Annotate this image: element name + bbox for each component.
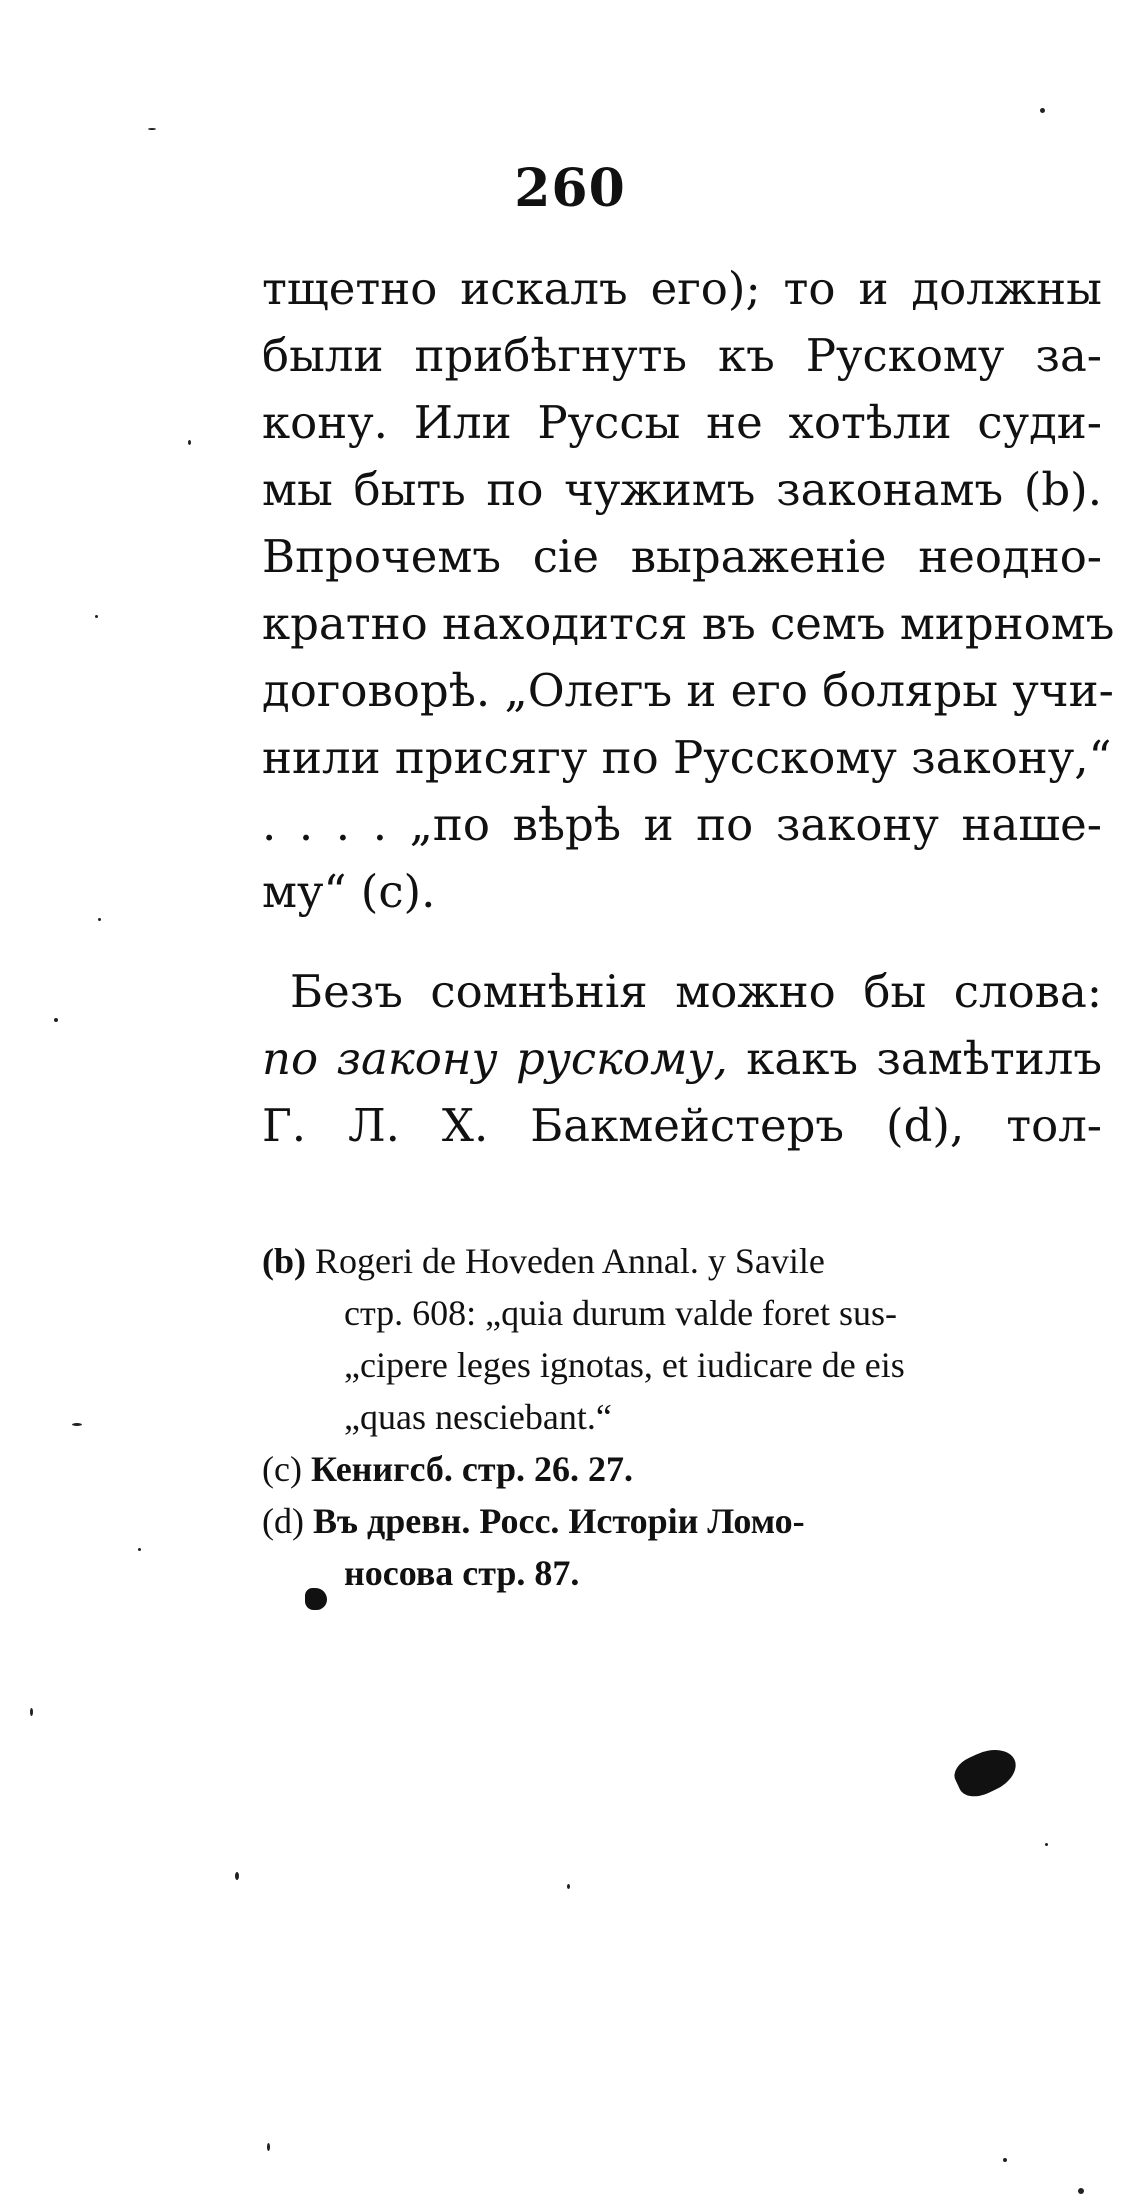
footnotes (262, 1235, 1107, 1599)
italic-phrase: по закону рускому, (262, 1032, 728, 1085)
scan-speck (30, 1708, 33, 1716)
footnote-line: носова стр. 87. (344, 1553, 580, 1593)
scan-speck (95, 615, 98, 618)
footnote-d (262, 1495, 1107, 1599)
text-line: мы быть по чужимъ законамъ (b). (262, 463, 1102, 516)
text-line: договорѣ. „Олегъ и его боляры учи- (262, 664, 1114, 717)
footnote-line (262, 1235, 1107, 1287)
footnote-text: Въ древн. Росс. Исторіи Ломо- (312, 1501, 805, 1541)
footnote-text: Rogeri de Hoveden Annal. y Savile (315, 1241, 825, 1281)
footnote-line: стр. 608: „quia durum valde foret sus- (344, 1293, 898, 1333)
footnote-line (262, 1443, 1107, 1495)
text-line: нили присягу по Русскому закону,“ (262, 731, 1112, 784)
scan-speck (72, 1423, 82, 1426)
scan-speck (1045, 1843, 1048, 1846)
paragraph-2 (262, 958, 1102, 1159)
scan-speck (98, 918, 101, 921)
text-line: тщетно искалъ его); то и должны (262, 262, 1102, 315)
ink-blot (305, 1588, 327, 1610)
text-line: му“ (c). (262, 865, 436, 918)
scan-speck (567, 1884, 570, 1889)
footnote-line: „quas nesciebant.“ (344, 1397, 612, 1437)
text-line: кону. Или Руссы не хотѣли суди- (262, 396, 1102, 449)
text-fragment: какъ замѣтилъ (727, 1032, 1102, 1085)
text-line: Безъ сомнѣнія можно бы слова: (290, 965, 1102, 1018)
text-line: . . . . „по вѣрѣ и по закону наше- (262, 798, 1102, 851)
footnote-marker: (d) (262, 1501, 304, 1541)
text-line: Г. Л. Х. Бакмейстеръ (d), тол- (262, 1099, 1102, 1152)
paragraph-1 (262, 255, 1115, 925)
ink-blot (949, 1741, 1022, 1803)
text-line (262, 1025, 1102, 1092)
scan-speck (138, 1548, 141, 1551)
footnote-line (262, 1495, 1107, 1547)
scan-speck (1003, 2158, 1007, 2162)
footnote-b (262, 1235, 1107, 1443)
footnote-marker: (b) (262, 1241, 306, 1281)
footnote-text: Кенигсб. стр. 26. 27. (310, 1449, 634, 1489)
scan-speck (148, 128, 156, 130)
scan-speck (188, 440, 191, 445)
scan-speck (54, 1018, 58, 1022)
scan-speck (267, 2143, 270, 2151)
text-line: Впрочемъ сіе выраженіе неодно- (262, 530, 1102, 583)
scan-speck (235, 1872, 239, 1880)
scan-speck (1040, 108, 1045, 113)
footnote-line: „cipere leges ignotas, et iudicare de eis (344, 1345, 905, 1385)
page-number: 260 (514, 158, 626, 219)
scan-speck (1078, 2188, 1084, 2194)
text-line: были прибѣгнуть къ Рускому за- (262, 329, 1102, 382)
text-line: кратно находится въ семъ мирномъ (262, 597, 1115, 650)
footnote-c (262, 1443, 1107, 1495)
footnote-marker: (c) (262, 1449, 302, 1489)
